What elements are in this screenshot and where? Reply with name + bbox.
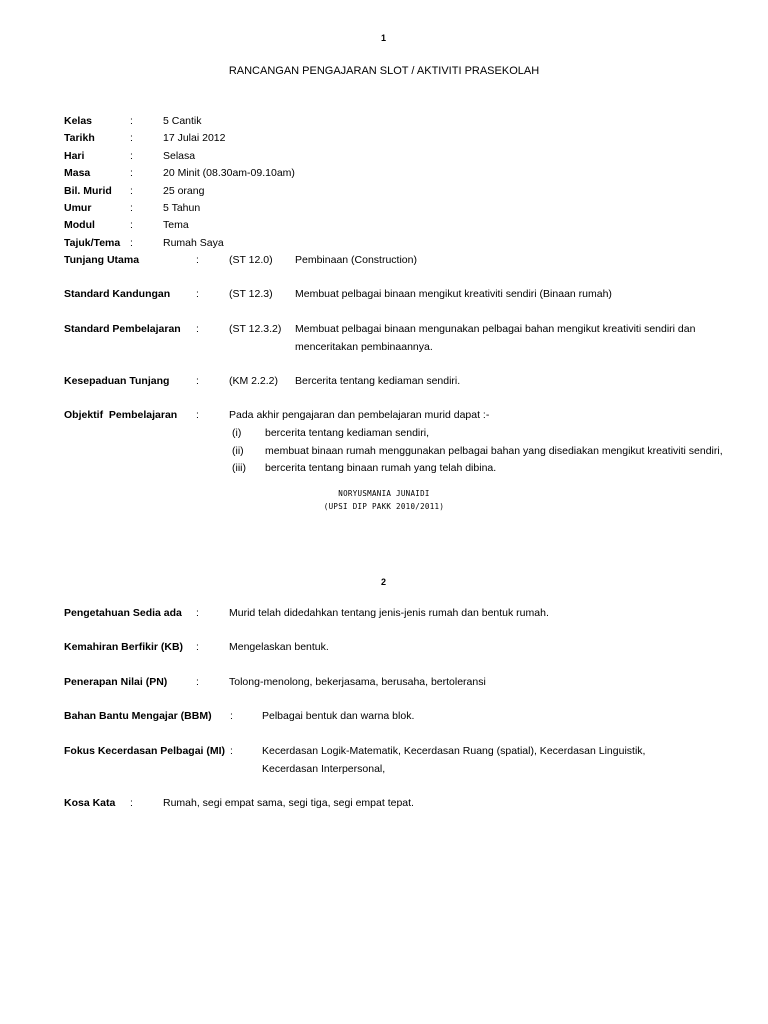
objektif-label: Objektif Pembelajaran [64,409,178,421]
kemahiran-label: Kemahiran Berfikir (KB) [64,641,184,653]
standard-pembelajaran-line1: Membuat pelbagai binaan mengunakan pelbagai bahan mengikut kreativiti sendiri dan [295,323,696,335]
info-value: Rumah Saya [163,237,224,249]
tunjang-utama-colon: : [196,254,199,266]
fokus-colon: : [230,745,233,757]
pengetahuan-colon: : [196,607,199,619]
info-colon: : [130,115,133,127]
kosa-kata-text: Rumah, segi empat sama, segi tiga, segi empat tepat. [163,797,414,809]
info-colon: : [130,150,133,162]
info-colon: : [130,202,133,214]
info-colon: : [130,167,133,179]
kemahiran-text: Mengelaskan bentuk. [229,641,329,653]
objektif-item-number: (i) [232,427,242,439]
objektif-item-text: bercerita tentang binaan rumah yang telah dibina. [265,462,497,474]
pengetahuan-label: Pengetahuan Sedia ada [64,607,182,619]
info-label: Hari [64,150,85,162]
info-label: Masa [64,167,91,179]
info-label: Modul [64,219,95,231]
fokus-line1: Kecerdasan Logik-Matematik, Kecerdasan Ruang (spatial), Kecerdasan Linguistik, [262,745,646,757]
objektif-item-number: (ii) [232,445,244,457]
standard-pembelajaran-label: Standard Pembelajaran [64,323,181,335]
standard-kandungan-code: (ST 12.3) [229,288,273,300]
objektif-colon: : [196,409,199,421]
standard-pembelajaran-line2: menceritakan pembinaannya. [295,341,433,353]
kosa-kata-label: Kosa Kata [64,797,116,809]
info-label: Umur [64,202,92,214]
info-label: Tajuk/Tema [64,237,121,249]
info-value: 5 Tahun [163,202,201,214]
objektif-item-text: membuat binaan rumah menggunakan pelbagai bahan yang disediakan mengikut kreativiti sendiri, [265,445,723,457]
objektif-intro: Pada akhir pengajaran dan pembelajaran murid dapat :- [229,409,490,421]
footer-author: NORYUSMANIA JUNAIDI [338,489,430,498]
info-colon: : [130,219,133,231]
tunjang-utama-label: Tunjang Utama [64,254,140,266]
standard-kandungan-label: Standard Kandungan [64,288,171,300]
kesepaduan-tunjang-text: Bercerita tentang kediaman sendiri. [295,375,461,387]
fokus-label: Fokus Kecerdasan Pelbagai (MI) [64,745,226,757]
info-colon: : [130,132,133,144]
standard-kandungan-colon: : [196,288,199,300]
objektif-item-text: bercerita tentang kediaman sendiri, [265,427,430,439]
info-value: 5 Cantik [163,115,202,127]
info-label: Tarikh [64,132,95,144]
info-value: Tema [163,219,189,231]
kesepaduan-tunjang-label: Kesepaduan Tunjang [64,375,170,387]
page-number: 1 [381,33,387,43]
bbm-text: Pelbagai bentuk dan warna blok. [262,710,415,722]
info-value: 25 orang [163,185,205,197]
page-title: RANCANGAN PENGAJARAN SLOT / AKTIVITI PRASEKOLAH [228,65,540,77]
tunjang-utama-text: Pembinaan (Construction) [295,254,417,266]
objektif-item-number: (iii) [232,462,246,474]
tunjang-utama-code: (ST 12.0) [229,254,273,266]
kesepaduan-tunjang-colon: : [196,375,199,387]
pengetahuan-text: Murid telah didedahkan tentang jenis-jenis rumah dan bentuk rumah. [229,607,549,619]
info-label: Kelas [64,115,93,127]
kosa-kata-colon: : [130,797,133,809]
kesepaduan-tunjang-code: (KM 2.2.2) [229,375,279,387]
info-label: Bil. Murid [64,185,112,197]
bbm-label: Bahan Bantu Mengajar (BBM) [64,710,212,722]
penerapan-colon: : [196,676,199,688]
footer-institution: (UPSI DIP PAKK 2010/2011) [323,502,445,511]
kemahiran-colon: : [196,641,199,653]
standard-kandungan-text: Membuat pelbagai binaan mengikut kreativiti sendiri (Binaan rumah) [295,288,612,300]
standard-pembelajaran-colon: : [196,323,199,335]
info-value: 20 Minit (08.30am-09.10am) [163,167,295,179]
bbm-colon: : [230,710,233,722]
info-value: Selasa [163,150,196,162]
standard-pembelajaran-code: (ST 12.3.2) [229,323,282,335]
penerapan-label: Penerapan Nilai (PN) [64,676,168,688]
page-number: 2 [381,577,387,587]
info-colon: : [130,185,133,197]
info-value: 17 Julai 2012 [163,132,226,144]
info-colon: : [130,237,133,249]
fokus-line2: Kecerdasan Interpersonal, [262,763,386,775]
penerapan-text: Tolong-menolong, bekerjasama, berusaha, bertoleransi [229,676,486,688]
